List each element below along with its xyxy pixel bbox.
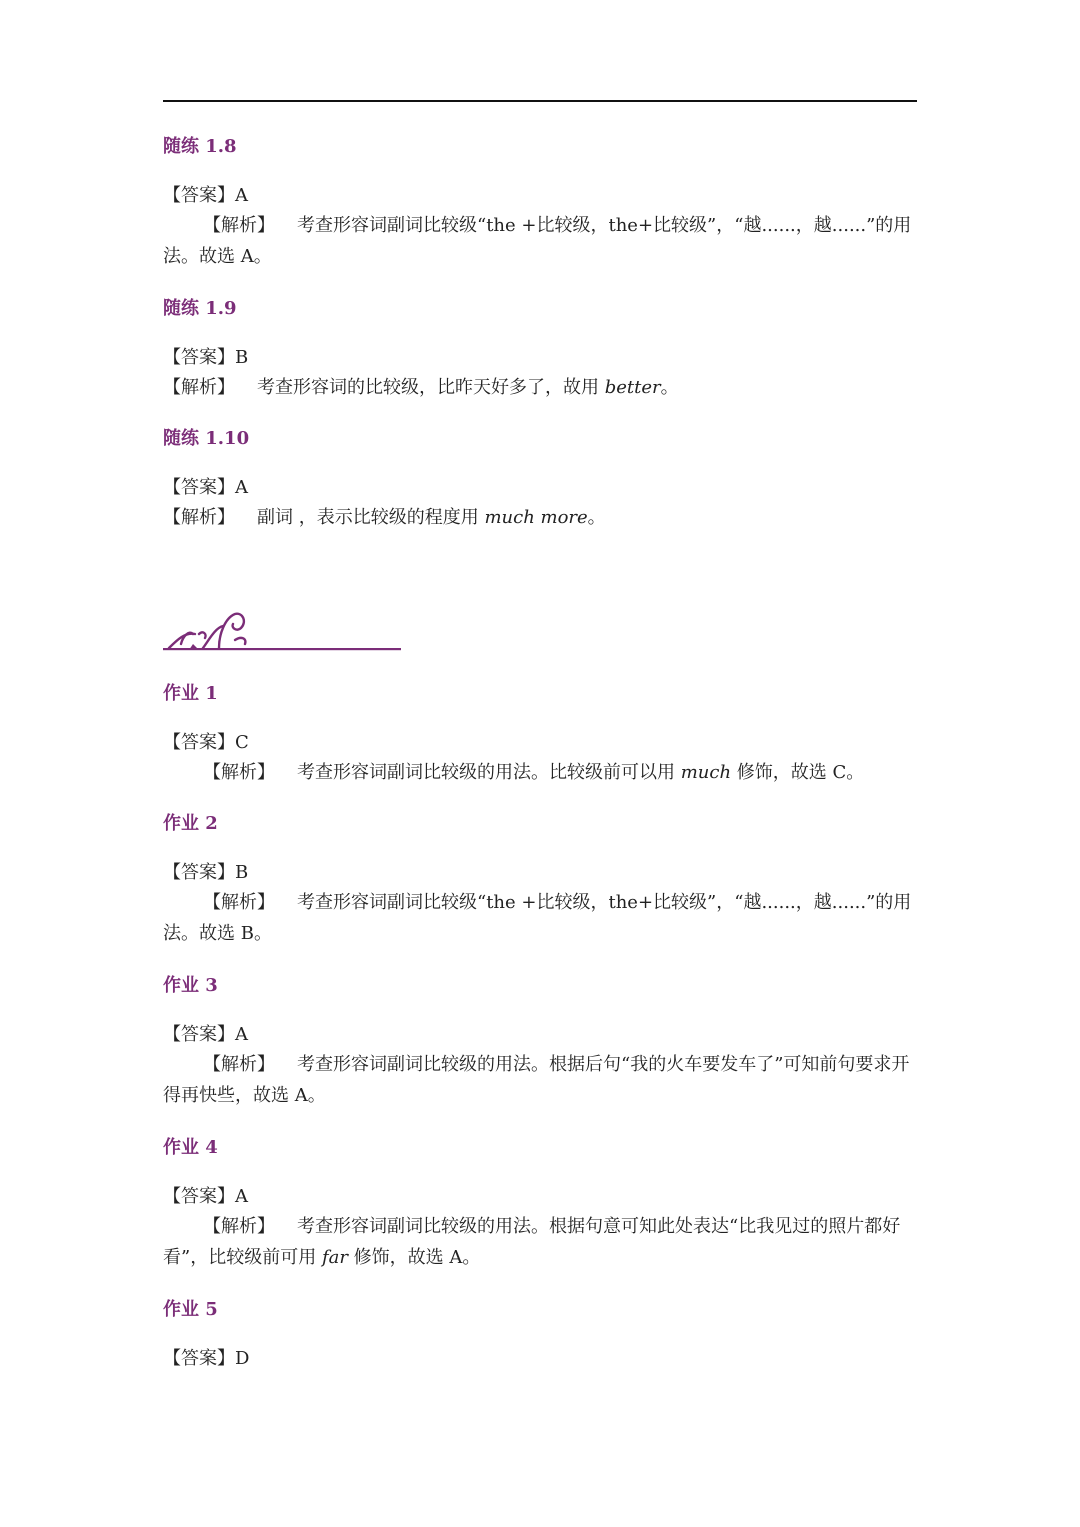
homework-heading: 作业 3: [163, 975, 218, 996]
analysis-paragraph: 【解析】 副词 ，表示比较级的程度用 much more。: [163, 507, 606, 528]
answer-line: 【答案】B: [163, 862, 249, 883]
analysis-paragraph: 【解析】 考查形容词副词比较级“the +比较级，the+比较级”，“越......，越......”的用法。故选 A。: [163, 215, 912, 267]
section-heading: 随练 1.9: [163, 298, 237, 319]
homework-heading: 作业 2: [163, 813, 218, 834]
analysis-paragraph: 【解析】 考查形容词副词比较级的用法。根据后句“我的火车要发车了”可知前句要求开得再快些，故选 A。: [163, 1054, 910, 1106]
analysis-paragraph: 【解析】 考查形容词副词比较级“the +比较级，the+比较级”，“越......，越......”的用法。故选 B。: [163, 892, 912, 944]
analysis-paragraph: 【解析】 考查形容词副词比较级的用法。比较级前可以用 much 修饰，故选 C。: [203, 762, 865, 783]
answer-line: 【答案】A: [163, 185, 248, 206]
answer-line: 【答案】C: [163, 732, 249, 753]
homework-heading: 作业 4: [163, 1137, 218, 1158]
answer-line: 【答案】B: [163, 347, 249, 368]
top-rule: [163, 100, 917, 102]
section-heading: 随练 1.10: [163, 428, 250, 449]
answer-line: 【答案】A: [163, 477, 248, 498]
section-heading: 随练 1.8: [163, 136, 237, 157]
answer-line: 【答案】D: [163, 1348, 250, 1369]
analysis-paragraph: 【解析】 考查形容词的比较级，比昨天好多了，故用 better。: [163, 377, 679, 398]
analysis-paragraph: 【解析】 考查形容词副词比较级的用法。根据句意可知此处表达“比我见过的照片都好看”，比较级前可用 far 修饰，故选 A。: [163, 1216, 901, 1268]
homework-heading: 作业 5: [163, 1299, 218, 1320]
homework-heading: 作业 1: [163, 683, 218, 704]
answer-line: 【答案】A: [163, 1186, 248, 1207]
decorative-vine-ornament-icon: [163, 604, 403, 654]
answer-line: 【答案】A: [163, 1024, 248, 1045]
